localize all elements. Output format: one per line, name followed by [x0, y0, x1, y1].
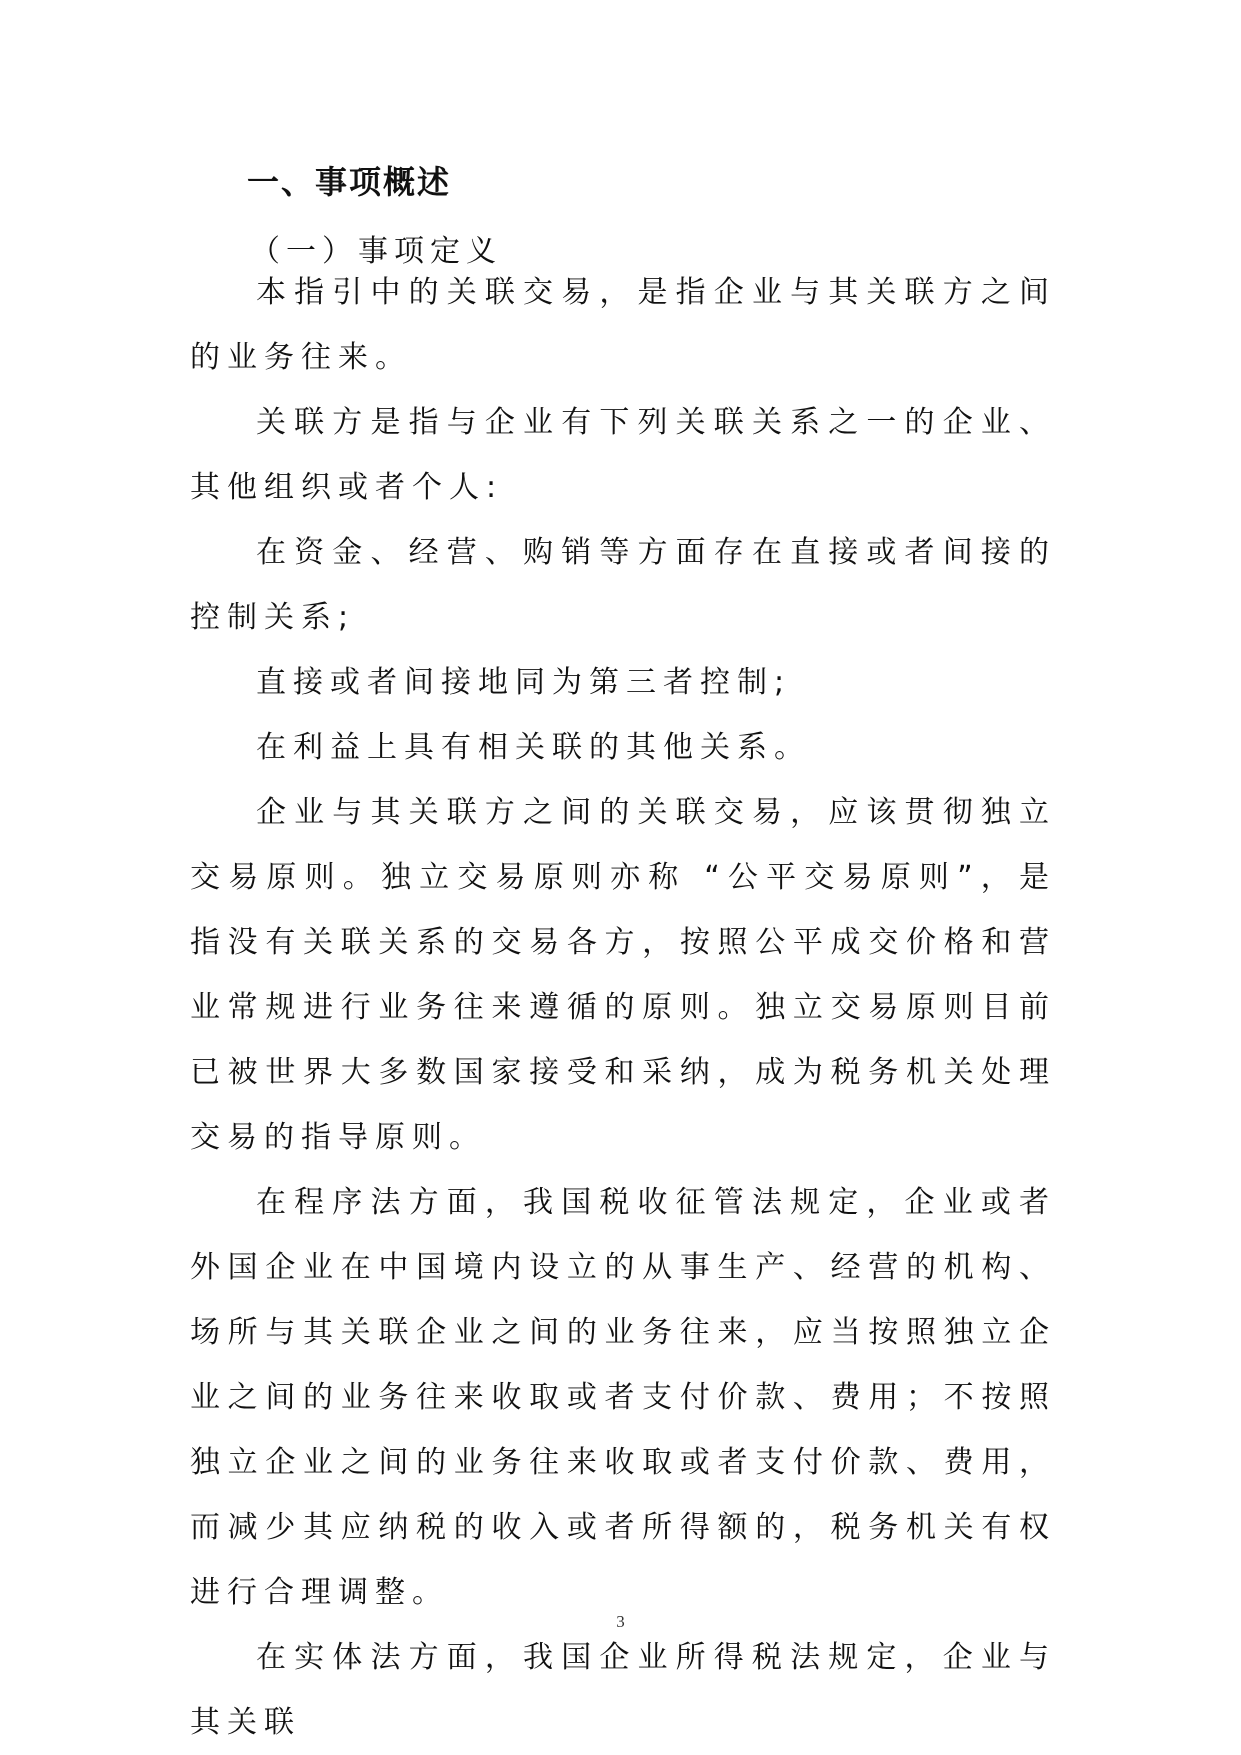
body-text: [190, 260, 1056, 1755]
paragraph-procedural-law: 在程序法方面，我国税收征管法规定，企业或者外国企业在中国境内设立的从事生产、经营的机构、场所与其关联企业之间的业务往来，应当按照独立企业之间的业务往来收取或者支付价款、费用；不按照独立企业之间的业务往来收取或者支付价款、费用，而减少其应纳税的收入或者所得额的，税务机关有权进行合理调整。: [190, 1185, 1056, 1610]
paragraph-substantive-law: 在实体法方面，我国企业所得税法规定，企业与其关联: [190, 1640, 1056, 1740]
paragraph-other-interests: 在利益上具有相关联的其他关系。: [256, 730, 811, 765]
paragraph-arms-length-principle: 企业与其关联方之间的关联交易，应该贯彻独立交易原则。独立交易原则亦称 “公平交易原则”，是指没有关联关系的交易各方，按照公平成交价格和营业常规进行业务往来遵循的原则。独立交易原则目前已被世界大多数国家接受和采纳，成为税务机关处理交易的指导原则。: [190, 795, 1056, 1155]
paragraph-related-party-definition: 关联方是指与企业有下列关联关系之一的企业、其他组织或者个人:: [190, 405, 1056, 505]
paragraph-third-party-control: 直接或者间接地同为第三者控制;: [256, 665, 792, 700]
paragraph-related-transaction-definition: 本指引中的关联交易，是指企业与其关联方之间的业务往来。: [190, 275, 1056, 375]
page-number: 3: [616, 1612, 625, 1631]
section-heading: 一、事项概述: [247, 163, 452, 201]
paragraph-control-relationship: 在资金、经营、购销等方面存在直接或者间接的控制关系;: [190, 535, 1056, 635]
subsection-heading: （一）事项定义: [250, 234, 502, 269]
